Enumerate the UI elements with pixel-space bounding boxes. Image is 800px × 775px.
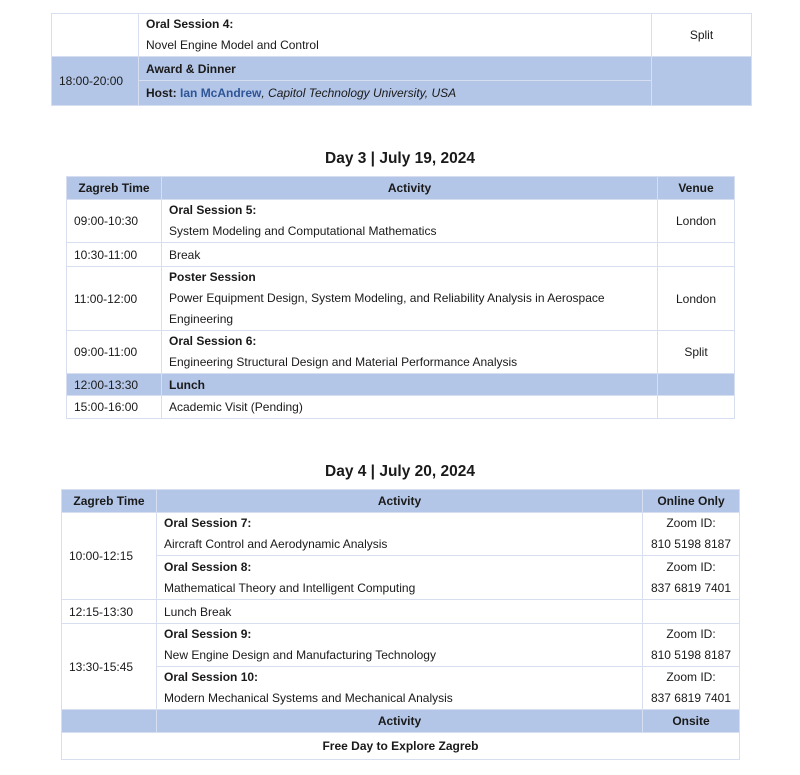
session-title: Oral Session 7: (164, 516, 252, 530)
time-cell: 09:00-11:00 (67, 331, 162, 374)
activity-cell: Break (162, 243, 658, 267)
session-topic: System Modeling and Computational Mathematics (169, 224, 437, 238)
free-day-cell: Free Day to Explore Zagreb (62, 733, 740, 760)
column-header-activity: Activity (162, 177, 658, 200)
table-row (62, 600, 740, 624)
column-header-activity: Activity (157, 710, 643, 733)
session-topic: Aircraft Control and Aerodynamic Analysis (164, 537, 388, 551)
time-cell: 12:00-13:30 (67, 374, 162, 396)
column-header-time: Zagreb Time (62, 490, 157, 513)
venue-cell (652, 57, 752, 106)
venue-cell (658, 374, 735, 396)
session-topic: Novel Engine Model and Control (146, 38, 319, 52)
header-row (62, 490, 740, 513)
session-title: Oral Session 8: (164, 559, 252, 574)
zoom-label: Zoom ID: (666, 559, 716, 574)
time-cell: 11:00-12:00 (67, 267, 162, 331)
zoom-cell (643, 624, 740, 667)
venue-cell: Split (652, 14, 752, 57)
session-title: Oral Session 4: (146, 17, 234, 31)
activity-cell (157, 556, 643, 600)
session-title: Oral Session 5: (169, 203, 257, 217)
column-header-onsite: Onsite (643, 710, 740, 733)
table-row (67, 331, 735, 374)
zoom-id[interactable]: 810 5198 8187 (650, 537, 732, 551)
day4-heading: Day 4 | July 20, 2024 (325, 463, 475, 480)
venue-cell: Split (658, 331, 735, 374)
time-cell: 15:00-16:00 (67, 396, 162, 419)
time-cell: 18:00-20:00 (52, 57, 139, 106)
session-topic: Engineering Structural Design and Material Performance Analysis (169, 355, 518, 369)
onsite-header-blank (62, 710, 157, 733)
time-cell: 12:15-13:30 (62, 600, 157, 624)
activity-cell: Lunch Break (157, 600, 643, 624)
session-topic: New Engine Design and Manufacturing Technology (164, 648, 436, 662)
venue-cell (658, 396, 735, 419)
table-row (52, 81, 752, 106)
table-row (62, 667, 740, 710)
activity-cell (162, 331, 658, 374)
host-label: Host: (146, 86, 177, 100)
zoom-cell (643, 513, 740, 556)
column-header-venue: Venue (658, 177, 735, 200)
table-row (67, 200, 735, 243)
table-row (52, 14, 752, 57)
session-title: Poster Session (169, 270, 256, 284)
zoom-cell (643, 556, 740, 600)
host-affiliation: , Capitol Technology University, USA (261, 86, 457, 100)
activity-cell (157, 667, 643, 710)
zoom-cell (643, 667, 740, 710)
table-row (52, 57, 752, 81)
day3-heading: Day 3 | July 19, 2024 (325, 150, 475, 167)
day4-schedule-table (61, 489, 740, 760)
column-header-time: Zagreb Time (67, 177, 162, 200)
venue-cell: London (658, 200, 735, 243)
zoom-id[interactable]: 837 6819 7401 (650, 691, 732, 705)
session-title: Oral Session 10: (164, 670, 259, 684)
session-topic: Mathematical Theory and Intelligent Computing (164, 580, 416, 595)
time-cell: 13:30-15:45 (62, 624, 157, 710)
table-row (67, 396, 735, 419)
zoom-id[interactable]: 837 6819 7401 (650, 580, 732, 595)
activity-cell: Academic Visit (Pending) (162, 396, 658, 419)
activity-cell (162, 200, 658, 243)
activity-cell (157, 624, 643, 667)
table-row (67, 243, 735, 267)
venue-cell (658, 243, 735, 267)
activity-cell (139, 14, 652, 57)
host-cell (139, 81, 652, 106)
table-row (62, 733, 740, 760)
activity-cell: Award & Dinner (139, 57, 652, 81)
table-row (62, 624, 740, 667)
day2-schedule-table (51, 13, 752, 106)
time-cell: 09:00-10:30 (67, 200, 162, 243)
table-row (62, 513, 740, 556)
session-topic: Modern Mechanical Systems and Mechanical Analysis (164, 691, 453, 705)
time-cell: 10:30-11:00 (67, 243, 162, 267)
header-row (62, 710, 740, 733)
session-topic-continued: Engineering (169, 312, 234, 326)
zoom-id[interactable]: 810 5198 8187 (650, 648, 732, 662)
table-row (62, 556, 740, 600)
zoom-label: Zoom ID: (666, 516, 716, 530)
table-row (67, 267, 735, 331)
session-title: Oral Session 9: (164, 627, 252, 641)
activity-cell (157, 513, 643, 556)
time-cell: 10:00-12:15 (62, 513, 157, 600)
header-row (67, 177, 735, 200)
day3-schedule-table (66, 176, 735, 419)
session-topic: Power Equipment Design, System Modeling, and Reliability Analysis in Aerospace (169, 291, 605, 305)
host-name: Ian McAndrew (180, 86, 262, 100)
column-header-online: Online Only (643, 490, 740, 513)
session-title: Oral Session 6: (169, 334, 257, 348)
column-header-activity: Activity (157, 490, 643, 513)
zoom-cell (643, 600, 740, 624)
table-row (67, 374, 735, 396)
venue-cell: London (658, 267, 735, 331)
activity-cell: Lunch (162, 374, 658, 396)
time-cell (52, 14, 139, 57)
zoom-label: Zoom ID: (666, 627, 716, 641)
activity-cell (162, 267, 658, 331)
zoom-label: Zoom ID: (666, 670, 716, 684)
